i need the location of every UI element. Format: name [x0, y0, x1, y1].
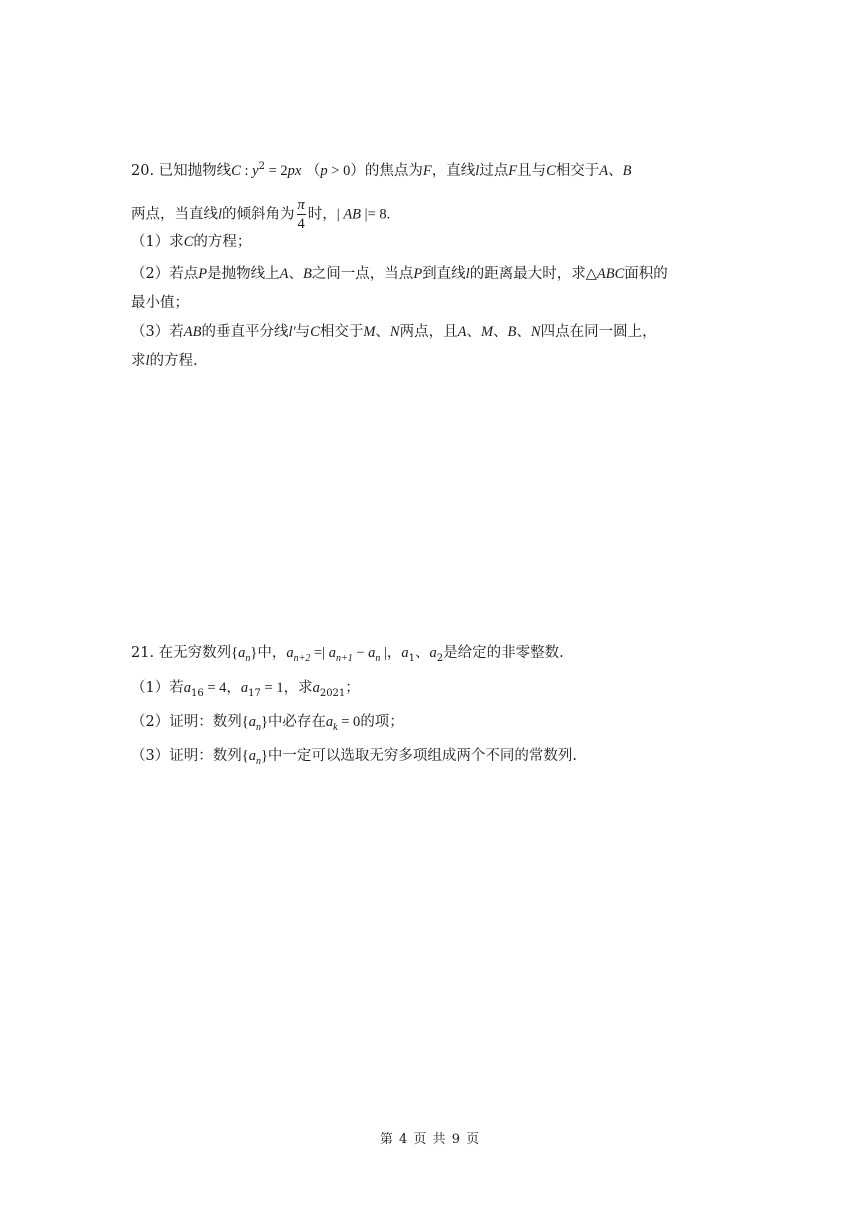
- q20-line-2: 两点，当直线l的倾斜角为 $\frac{\pi}{4}$ 时，| AB |= 8.: [131, 197, 391, 232]
- q20-text: 已知抛物线: [158, 163, 232, 179]
- q20-part-3-line-2: 求l的方程.: [131, 353, 198, 369]
- page-footer: 第 4 页 共 9 页: [379, 1132, 481, 1147]
- q21-part-1: （1）若$a_{16} = 4$，$a_{17} = 1$，求$a_{2021}$；: [131, 680, 360, 699]
- q21-part-3: （3）证明：数列$\{a_n\}$中一定可以选取无穷多项组成两个不同的常数列.: [131, 748, 578, 767]
- q20-line-1: 20. 已知抛物线C : $y^2 = 2px$ （p > 0）的焦点为F，直线l过点F且与C相交于A、B: [131, 161, 632, 179]
- q20-part-2-line-1: （2）若点P是抛物线上A、B之间一点，当点P到直线l的距离最大时，求△ABC面积的: [131, 266, 668, 282]
- q20-part-1: （1）求C的方程；: [131, 234, 252, 250]
- q21-number: 21.: [131, 645, 155, 661]
- q20-part-3-line-1: （3）若AB的垂直平分线l′与C相交于M、N两点，且A、M、B、N四点在同一圆上，: [131, 324, 657, 340]
- q20-number: 20.: [131, 163, 155, 179]
- q20-part-2-line-2: 最小值；: [131, 295, 189, 311]
- pi-over-4-fraction: $\frac{\pi}{4}$: [297, 197, 305, 232]
- q21-line-1: 21. 在无穷数列$\{a_n\}$中，$a_{n+2}$ =| $a_{n+1} - a_n$ |，$a_1$、$a_2$是给定的非零整数.: [131, 645, 564, 664]
- q21-part-2: （2）证明：数列$\{a_n\}$中必存在$a_k = 0$的项；: [131, 714, 404, 733]
